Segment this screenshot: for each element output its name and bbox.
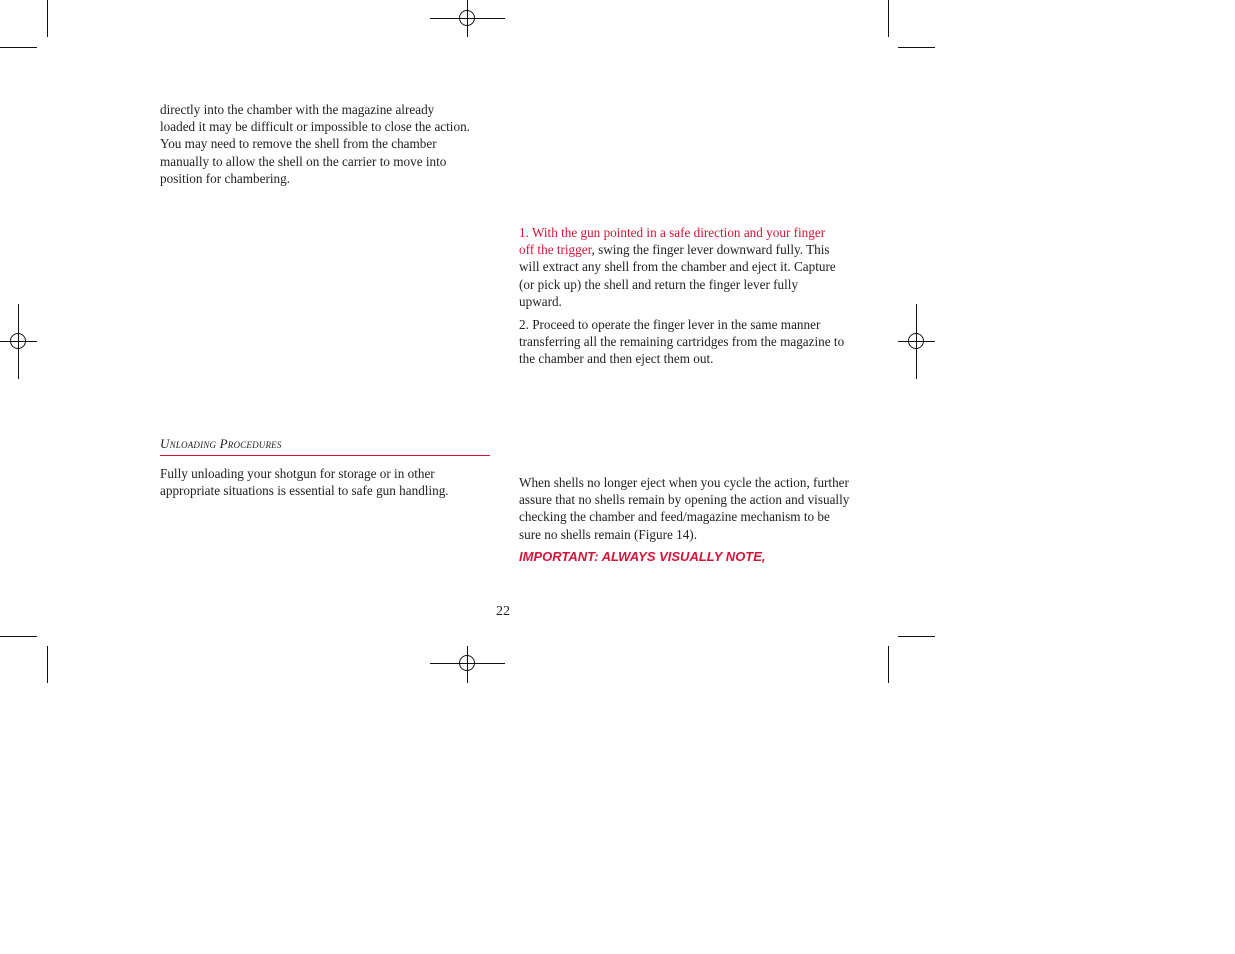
crop-mark-bottom-right-horizontal [898, 636, 935, 637]
crop-mark-top-right-vertical [888, 0, 889, 37]
step-2-paragraph: 2. Proceed to operate the finger lever in the same manner transferring all the remaining cartridges from the magazine to the chamber and then eject them out. [519, 317, 845, 367]
step-1-instructions: , swing the finger lever downward fully. This will extract any shell from the chamber and eject it. Capture (or pick up) the shell and return the finger lever fully upward. [519, 242, 836, 309]
crop-mark-top-left-horizontal [0, 47, 37, 48]
crop-mark-top-left-vertical [47, 0, 48, 37]
crop-mark-top-right-horizontal [898, 47, 935, 48]
page-number: 22 [496, 604, 510, 619]
step-1-safety-highlight: 1. With the gun pointed in a safe direction and your finger off the trigger [519, 225, 826, 258]
step-1-paragraph [519, 224, 839, 310]
crop-mark-bottom-left-vertical [47, 646, 48, 683]
crop-mark-bottom-left-horizontal [0, 636, 37, 637]
section-heading: Unloading Procedures [160, 436, 490, 456]
verify-empty-paragraph: When shells no longer eject when you cycle the action, further assure that no shells remain by opening the action and visually checking the chamber and feed/magazine mechanism to be sure no shells remain (Figure 14). [519, 475, 850, 542]
continuation-paragraph: directly into the chamber with the magazine already loaded it may be difficult or impossible to close the action. You may need to remove the shell from the chamber manually to allow the shell on the carrier to move into position for chambering. [160, 102, 470, 186]
important-note: IMPORTANT: ALWAYS VISUALLY NOTE, [519, 549, 766, 564]
section-intro-paragraph: Fully unloading your shotgun for storage or in other appropriate situations is essential to safe gun handling. [160, 466, 449, 499]
crop-mark-bottom-right-vertical [888, 646, 889, 683]
